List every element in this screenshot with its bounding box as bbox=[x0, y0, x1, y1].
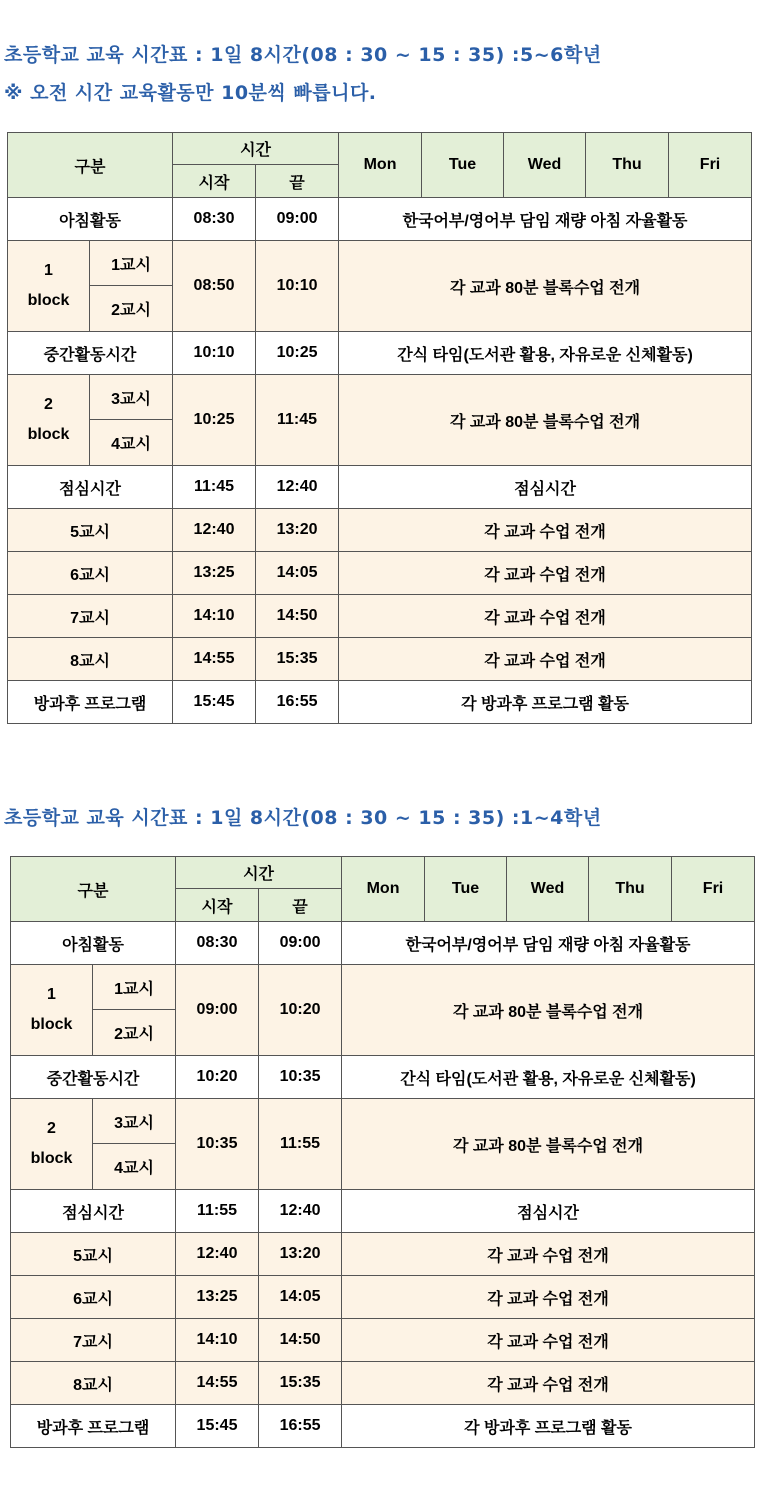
row-label: 점심시간 bbox=[11, 1190, 176, 1233]
start-time: 15:45 bbox=[173, 681, 256, 724]
period-label: 2교시 bbox=[90, 286, 173, 332]
block-label bbox=[8, 241, 90, 332]
table-row bbox=[8, 198, 752, 241]
start-time: 11:45 bbox=[173, 466, 256, 509]
table-row bbox=[11, 965, 755, 1010]
table-row bbox=[8, 552, 752, 595]
table-row bbox=[11, 1405, 755, 1448]
header-category: 구분 bbox=[11, 857, 176, 922]
activity: 한국어부/영어부 담임 재량 아침 자율활동 bbox=[339, 198, 752, 241]
table-row bbox=[11, 1319, 755, 1362]
period-label: 3교시 bbox=[93, 1099, 176, 1144]
header-end: 끝 bbox=[256, 165, 339, 198]
header-end: 끝 bbox=[259, 889, 342, 922]
row-label: 5교시 bbox=[11, 1233, 176, 1276]
start-time: 14:55 bbox=[176, 1362, 259, 1405]
header-category: 구분 bbox=[8, 133, 173, 198]
start-time: 15:45 bbox=[176, 1405, 259, 1448]
activity: 각 교과 수업 전개 bbox=[339, 595, 752, 638]
end-time: 12:40 bbox=[259, 1190, 342, 1233]
activity: 점심시간 bbox=[339, 466, 752, 509]
row-label: 방과후 프로그램 bbox=[8, 681, 173, 724]
start-time: 11:55 bbox=[176, 1190, 259, 1233]
timetable-title-grades-5-6: 초등학교 교육 시간표 : 1일 8시간(08 : 30 ~ 15 : 35) :5~6학년 bbox=[4, 44, 602, 66]
timetable-title-grades-1-4: 초등학교 교육 시간표 : 1일 8시간(08 : 30 ~ 15 : 35) :1~4학년 bbox=[4, 807, 602, 829]
activity: 각 교과 수업 전개 bbox=[339, 638, 752, 681]
header-start: 시작 bbox=[176, 889, 259, 922]
start-time: 08:30 bbox=[176, 922, 259, 965]
start-time: 10:35 bbox=[176, 1099, 259, 1190]
header-time: 시간 bbox=[176, 857, 342, 889]
end-time: 09:00 bbox=[256, 198, 339, 241]
table-row bbox=[8, 509, 752, 552]
end-time: 11:45 bbox=[256, 375, 339, 466]
start-time: 10:10 bbox=[173, 332, 256, 375]
end-time: 10:35 bbox=[259, 1056, 342, 1099]
period-label: 4교시 bbox=[93, 1144, 176, 1190]
end-time: 15:35 bbox=[259, 1362, 342, 1405]
table-row bbox=[11, 1099, 755, 1144]
header-start: 시작 bbox=[173, 165, 256, 198]
end-time: 15:35 bbox=[256, 638, 339, 681]
end-time: 16:55 bbox=[259, 1405, 342, 1448]
block-label bbox=[8, 375, 90, 466]
row-label: 아침활동 bbox=[8, 198, 173, 241]
period-label: 1교시 bbox=[93, 965, 176, 1010]
activity: 각 교과 수업 전개 bbox=[342, 1319, 755, 1362]
activity: 간식 타임(도서관 활용, 자유로운 신체활동) bbox=[339, 332, 752, 375]
row-label: 8교시 bbox=[8, 638, 173, 681]
end-time: 14:50 bbox=[259, 1319, 342, 1362]
start-time: 10:20 bbox=[176, 1056, 259, 1099]
table-row bbox=[8, 681, 752, 724]
header-day-mon: Mon bbox=[339, 133, 422, 198]
block-number: 1 bbox=[44, 262, 53, 279]
start-time: 10:25 bbox=[173, 375, 256, 466]
start-time: 08:50 bbox=[173, 241, 256, 332]
start-time: 13:25 bbox=[173, 552, 256, 595]
block-word: block bbox=[30, 1150, 73, 1167]
block-word: block bbox=[30, 1016, 73, 1033]
row-label: 아침활동 bbox=[11, 922, 176, 965]
start-time: 13:25 bbox=[176, 1276, 259, 1319]
row-label: 8교시 bbox=[11, 1362, 176, 1405]
end-time: 10:20 bbox=[259, 965, 342, 1056]
header-day-wed: Wed bbox=[507, 857, 589, 922]
block-label bbox=[11, 1099, 93, 1190]
block-word: block bbox=[27, 426, 70, 443]
row-label: 중간활동시간 bbox=[8, 332, 173, 375]
table-row bbox=[11, 1362, 755, 1405]
row-label: 7교시 bbox=[11, 1319, 176, 1362]
header-day-thu: Thu bbox=[589, 857, 672, 922]
row-label: 6교시 bbox=[8, 552, 173, 595]
start-time: 09:00 bbox=[176, 965, 259, 1056]
end-time: 10:25 bbox=[256, 332, 339, 375]
row-label: 점심시간 bbox=[8, 466, 173, 509]
table-row bbox=[11, 1276, 755, 1319]
block-number: 2 bbox=[47, 1120, 56, 1137]
timetable-grades-1-4 bbox=[10, 856, 755, 1448]
period-label: 4교시 bbox=[90, 420, 173, 466]
block-number: 1 bbox=[47, 986, 56, 1003]
row-label: 중간활동시간 bbox=[11, 1056, 176, 1099]
block-word: block bbox=[27, 292, 70, 309]
end-time: 13:20 bbox=[256, 509, 339, 552]
table-row bbox=[8, 638, 752, 681]
activity: 각 교과 수업 전개 bbox=[342, 1233, 755, 1276]
activity: 한국어부/영어부 담임 재량 아침 자율활동 bbox=[342, 922, 755, 965]
table-row bbox=[8, 375, 752, 420]
table-row bbox=[8, 595, 752, 638]
period-label: 1교시 bbox=[90, 241, 173, 286]
end-time: 12:40 bbox=[256, 466, 339, 509]
end-time: 14:50 bbox=[256, 595, 339, 638]
activity: 간식 타임(도서관 활용, 자유로운 신체활동) bbox=[342, 1056, 755, 1099]
table-row bbox=[11, 1190, 755, 1233]
header-day-mon: Mon bbox=[342, 857, 425, 922]
activity: 각 교과 80분 블록수업 전개 bbox=[339, 241, 752, 332]
row-label: 5교시 bbox=[8, 509, 173, 552]
end-time: 16:55 bbox=[256, 681, 339, 724]
activity: 각 교과 수업 전개 bbox=[339, 552, 752, 595]
end-time: 09:00 bbox=[259, 922, 342, 965]
start-time: 12:40 bbox=[176, 1233, 259, 1276]
header-time: 시간 bbox=[173, 133, 339, 165]
start-time: 08:30 bbox=[173, 198, 256, 241]
block-label bbox=[11, 965, 93, 1056]
table-row bbox=[8, 332, 752, 375]
row-label: 7교시 bbox=[8, 595, 173, 638]
period-label: 3교시 bbox=[90, 375, 173, 420]
activity: 각 교과 80분 블록수업 전개 bbox=[339, 375, 752, 466]
row-label: 6교시 bbox=[11, 1276, 176, 1319]
header-day-fri: Fri bbox=[672, 857, 755, 922]
table-row bbox=[11, 922, 755, 965]
activity: 각 방과후 프로그램 활동 bbox=[342, 1405, 755, 1448]
timetable-note: ※ 오전 시간 교육활동만 10분씩 빠릅니다. bbox=[4, 82, 377, 104]
table-row bbox=[8, 466, 752, 509]
header-day-wed: Wed bbox=[504, 133, 586, 198]
end-time: 10:10 bbox=[256, 241, 339, 332]
header-day-tue: Tue bbox=[425, 857, 507, 922]
table-row bbox=[11, 1056, 755, 1099]
activity: 각 교과 80분 블록수업 전개 bbox=[342, 965, 755, 1056]
header-day-thu: Thu bbox=[586, 133, 669, 198]
end-time: 13:20 bbox=[259, 1233, 342, 1276]
end-time: 11:55 bbox=[259, 1099, 342, 1190]
activity: 각 교과 수업 전개 bbox=[339, 509, 752, 552]
activity: 각 교과 수업 전개 bbox=[342, 1362, 755, 1405]
start-time: 14:55 bbox=[173, 638, 256, 681]
activity: 각 교과 80분 블록수업 전개 bbox=[342, 1099, 755, 1190]
table-row bbox=[11, 1233, 755, 1276]
activity: 각 교과 수업 전개 bbox=[342, 1276, 755, 1319]
row-label: 방과후 프로그램 bbox=[11, 1405, 176, 1448]
period-label: 2교시 bbox=[93, 1010, 176, 1056]
header-day-fri: Fri bbox=[669, 133, 752, 198]
header-day-tue: Tue bbox=[422, 133, 504, 198]
start-time: 14:10 bbox=[176, 1319, 259, 1362]
end-time: 14:05 bbox=[256, 552, 339, 595]
activity: 점심시간 bbox=[342, 1190, 755, 1233]
table-row bbox=[8, 241, 752, 286]
activity: 각 방과후 프로그램 활동 bbox=[339, 681, 752, 724]
start-time: 14:10 bbox=[173, 595, 256, 638]
start-time: 12:40 bbox=[173, 509, 256, 552]
block-number: 2 bbox=[44, 396, 53, 413]
timetable-grades-5-6 bbox=[7, 132, 752, 724]
end-time: 14:05 bbox=[259, 1276, 342, 1319]
